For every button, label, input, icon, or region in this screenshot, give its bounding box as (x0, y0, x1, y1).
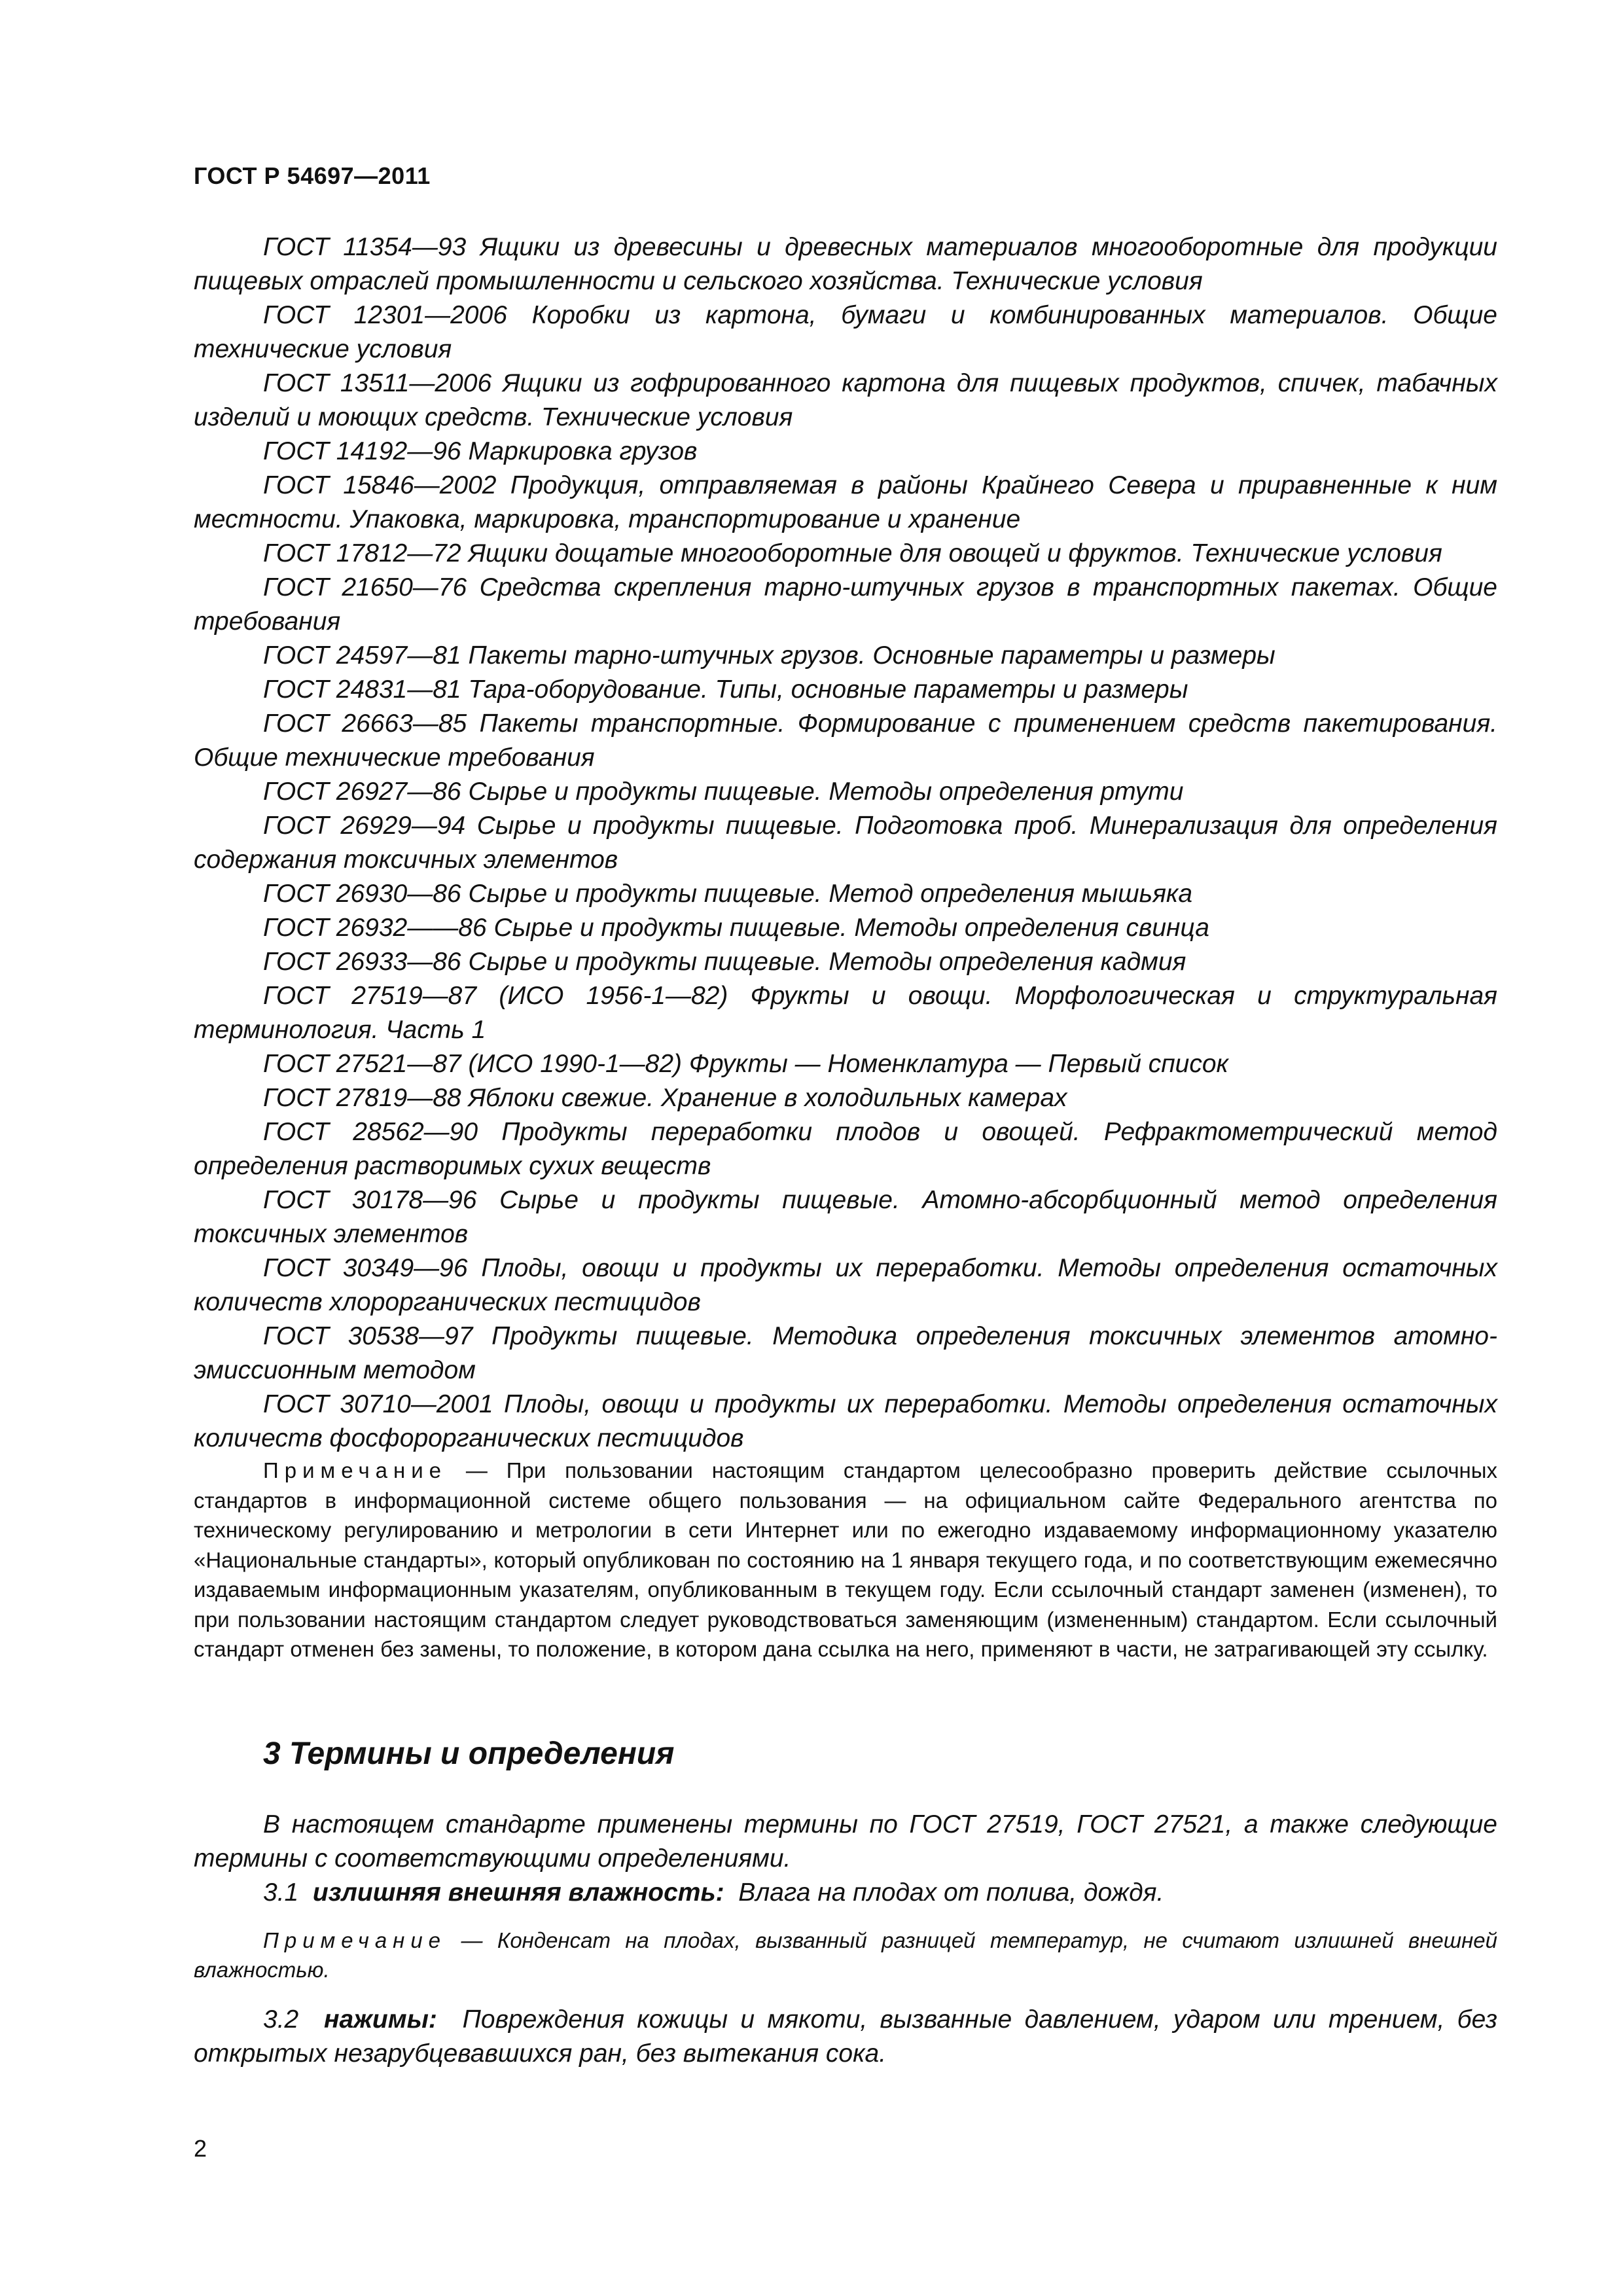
reference-item: ГОСТ 21650—76 Средства скрепления тарно-штучных грузов в транспортных пакетах. Общие требования (194, 573, 1497, 636)
reference-item: ГОСТ 11354—93 Ящики из древесины и древесных материалов многооборотные для продукции пищевых отраслей промышленности и сельского хозяйства. Технические условия (194, 233, 1497, 295)
normative-references-list (194, 230, 1497, 1456)
reference-item: ГОСТ 30538—97 Продукты пищевые. Методика определения токсичных элементов атомно-эмиссионным методом (194, 1322, 1497, 1384)
reference-item: ГОСТ 26927—86 Сырье и продукты пищевые. Методы определения ртути (263, 778, 1184, 806)
reference-item: ГОСТ 26930—86 Сырье и продукты пищевые. Метод определения мышьяка (263, 880, 1193, 908)
term-note (194, 1926, 1497, 1984)
reference-item: ГОСТ 24597—81 Пакеты тарно-штучных грузов. Основные параметры и размеры (263, 641, 1275, 670)
term-note-label: Примечание (263, 1928, 447, 1952)
term-entry (194, 2003, 1497, 2071)
reference-item: ГОСТ 12301—2006 Коробки из картона, бумаги и комбинированных материалов. Общие технические условия (194, 301, 1497, 363)
term-entry (194, 1876, 1497, 1910)
note-text: — При пользовании настоящим стандартом целесообразно проверить действие ссылочных стандартов в информационной системе общего пользования — на официальном сайте Федерального агентства по техническому регулированию и метрологии в сети Интернет или по ежегодно издаваемому информационному указателю «Национальные стандарты», который опубликован по состоянию на 1 января текущего года, и по соответствующим ежемесячно издаваемым информационным указателям, опубликованным в текущем году. Если ссылочный стандарт заменен (изменен), то при пользовании настоящим стандартом следует руководствоваться заменяющим (измененным) стандартом. Если ссылочный стандарт отменен без замены, то положение, в котором дана ссылка на него, применяют в части, не затрагивающей эту ссылку. (194, 1458, 1497, 1661)
reference-item: ГОСТ 15846—2002 Продукция, отправляемая в районы Крайнего Севера и приравненные к ним местности. Упаковка, маркировка, транспортирование и хранение (194, 471, 1497, 533)
reference-item: ГОСТ 27819—88 Яблоки свежие. Хранение в холодильных камерах (263, 1084, 1067, 1112)
term-definition: Повреждения кожицы и мякоти, вызванные давлением, ударом или трением, без открытых незарубцевавшихся ран, без вытекания сока. (194, 2005, 1497, 2068)
reference-item: ГОСТ 28562—90 Продукты переработки плодов и овощей. Рефрактометрический метод определения растворимых сухих веществ (194, 1118, 1497, 1180)
reference-item: ГОСТ 14192—96 Маркировка грузов (263, 437, 698, 465)
reference-item: ГОСТ 26663—85 Пакеты транспортные. Формирование с применением средств пакетирования. Общие технические требования (194, 709, 1497, 772)
term-definition: Влага на плодах от полива, дождя. (738, 1878, 1164, 1907)
note-label: Примечание (263, 1458, 448, 1482)
reference-item: ГОСТ 30178—96 Сырье и продукты пищевые. Атомно-абсорбционный метод определения токсичных элементов (194, 1186, 1497, 1248)
term-number: 3.1 (263, 1878, 299, 1907)
reference-item: ГОСТ 26933—86 Сырье и продукты пищевые. Методы определения кадмия (263, 948, 1186, 976)
reference-item: ГОСТ 13511—2006 Ящики из гофрированного картона для пищевых продуктов, спичек, табачных изделий и моющих средств. Технические условия (194, 369, 1497, 431)
reference-item: ГОСТ 30349—96 Плоды, овощи и продукты их переработки. Методы определения остаточных количеств хлорорганических пестицидов (194, 1254, 1497, 1316)
reference-item: ГОСТ 26929—94 Сырье и продукты пищевые. Подготовка проб. Минерализация для определения содержания токсичных элементов (194, 812, 1497, 874)
terms-intro: В настоящем стандарте применены термины по ГОСТ 27519, ГОСТ 27521, а также следующие термины с соответствующими определениями. (194, 1810, 1497, 1873)
page-header: ГОСТ Р 54697—2011 (194, 162, 431, 189)
reference-item: ГОСТ 27519—87 (ИСО 1956-1—82) Фрукты и овощи. Морфологическая и структуральная терминология. Часть 1 (194, 982, 1497, 1044)
reference-item: ГОСТ 24831—81 Тара-оборудование. Типы, основные параметры и размеры (263, 675, 1188, 704)
reference-item: ГОСТ 26932——86 Сырье и продукты пищевые. Методы определения свинца (263, 914, 1209, 942)
reference-item: ГОСТ 30710—2001 Плоды, овощи и продукты их переработки. Методы определения остаточных количеств фосфорорганических пестицидов (194, 1390, 1497, 1452)
terms-section (194, 1808, 1497, 2071)
term-name: излишняя внешняя влажность: (312, 1878, 724, 1907)
term-name: нажимы: (323, 2005, 437, 2034)
section-title: 3 Термины и определения (263, 1736, 675, 1771)
term-note-text: — Конденсат на плодах, вызванный разницей температур, не считают излишней внешней влажностью. (194, 1928, 1497, 1982)
references-note (194, 1456, 1497, 1664)
reference-item: ГОСТ 17812—72 Ящики дощатые многооборотные для овощей и фруктов. Технические условия (263, 539, 1442, 567)
reference-item: ГОСТ 27521—87 (ИСО 1990-1—82) Фрукты — Номенклатура — Первый список (263, 1050, 1228, 1078)
term-number: 3.2 (263, 2005, 299, 2034)
page-number: 2 (194, 2135, 207, 2162)
